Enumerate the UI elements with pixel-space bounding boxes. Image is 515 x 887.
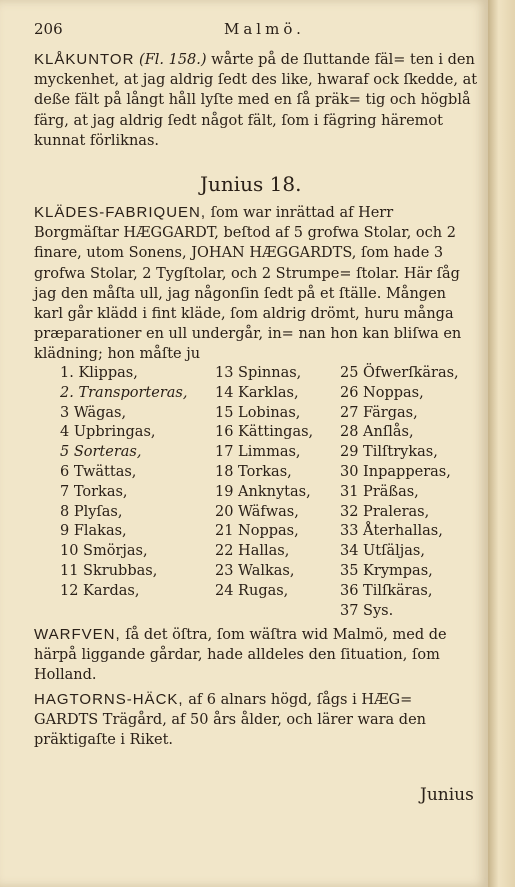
list-row <box>50 385 480 405</box>
list-row <box>50 484 480 504</box>
list-item: 21 Noppas, <box>215 523 299 540</box>
list-item: 6 Twättas, <box>60 463 137 480</box>
list-row <box>50 603 480 623</box>
list-row <box>50 424 480 444</box>
list-item: 19 Anknytas, <box>215 483 311 500</box>
list-item: 3 Wägas, <box>60 404 127 421</box>
list-item: 4 Upbringas, <box>60 424 156 441</box>
list-row <box>50 563 480 583</box>
list-item: 13 Spinnas, <box>215 365 302 381</box>
list-item: 32 Praleras, <box>340 503 430 520</box>
list-item: 22 Hallas, <box>215 543 290 560</box>
list-item: 34 Utſäljas, <box>340 543 425 560</box>
list-item: 9 Flakas, <box>60 523 127 540</box>
list-row <box>50 523 480 543</box>
list-item: 35 Krympas, <box>340 562 433 579</box>
paragraph-warfven <box>34 625 479 686</box>
list-item: 31 Präßas, <box>340 483 419 500</box>
list-row <box>50 444 480 464</box>
date-heading: Junius 18. <box>200 172 302 196</box>
list-row <box>50 464 480 484</box>
entry-reference: (Fl. 158.) <box>139 52 207 68</box>
entry-term: KLÅKUNTOR <box>34 51 135 68</box>
entry-text: wårte på de ſluttande fäl= ten i den myckenhet, at jag aldrig ſedt des like, hwaraf ock ſkedde, at deße fält på långt håll lyſte med en ſå präk= tig och högblå färg, at jag aldrig ſedt något fält, ſom i fägring häremot kunnat förliknas. <box>34 52 478 149</box>
list-item: 8 Plyſas, <box>60 503 123 520</box>
page-number: 206 <box>34 20 63 38</box>
list-item: 27 Färgas, <box>340 404 418 421</box>
entry-term: KLÄDES-FABRIQUEN, <box>34 204 207 221</box>
list-item: 30 Inpapperas, <box>340 463 451 480</box>
list-item: 17 Limmas, <box>215 444 301 461</box>
entry-term: WARFVEN, <box>34 626 121 643</box>
list-item: 33 Återhallas, <box>340 523 443 540</box>
entry-text: ſom war inrättad af Herr Borgmäſtar HÆGGARDT, beſtod af 5 grofwa Stolar, och 2 finare, utom Sonens, JOHAN HÆGGARDTS, ſom hade 3 grofwa Stolar, 2 Tygſtolar, och 2 Strumpe= ſtolar. Här ſåg jag den måſta ull, jag någonſin ſedt på et ſtälle. Mången karl går klädd i fint kläde, ſom aldrig drömt, huru många præparationer en ull undergår, in= nan hon kan bliſwa en klädning; hon måſte ju <box>34 205 462 363</box>
entry-term: HAGTORNS-HÄCK, <box>34 691 184 708</box>
entry-text: ſå det öſtra, ſom wäſtra wid Malmö, med de härpå liggande gårdar, hade alldeles den ſituation, ſom Holland. <box>34 627 447 684</box>
list-row <box>50 405 480 425</box>
paragraph-hagtorns-hack <box>34 690 479 751</box>
list-item: 5 Sorteras, <box>60 444 142 461</box>
list-item: 11 Skrubbas, <box>60 562 158 579</box>
list-row <box>50 504 480 524</box>
process-list <box>50 365 480 622</box>
list-item: 10 Smörjas, <box>60 543 148 560</box>
list-item: 7 Torkas, <box>60 483 128 500</box>
list-item: 18 Torkas, <box>215 463 292 480</box>
list-item: 23 Walkas, <box>215 562 295 579</box>
list-item: 24 Rugas, <box>215 582 289 599</box>
list-row <box>50 583 480 603</box>
list-item: 29 Tilſtrykas, <box>340 444 438 461</box>
catchword: Junius <box>420 785 474 805</box>
list-row <box>50 543 480 563</box>
running-title: Malmö. <box>224 20 305 38</box>
entry-text: af 6 alnars högd, ſågs i HÆG= GARDTS Trägård, af 50 års ålder, och lärer wara den präktigaſte i Riket. <box>34 692 427 749</box>
list-item: 14 Karklas, <box>215 384 299 401</box>
list-item: 2. Transporteras, <box>60 384 188 401</box>
list-item: 15 Lobinas, <box>215 404 301 421</box>
paragraph-klades-fabriquen <box>34 203 479 365</box>
list-item: 20 Wäfwas, <box>215 503 299 520</box>
list-item: 37 Sys. <box>340 602 394 619</box>
list-item: 36 Tilſkäras, <box>340 582 433 599</box>
list-row <box>50 365 480 385</box>
list-item: 26 Noppas, <box>340 384 424 401</box>
page-edge <box>488 0 515 887</box>
list-item: 16 Kättingas, <box>215 424 314 441</box>
list-item: 25 Öfwerſkäras, <box>340 365 459 381</box>
list-item: 1. Klippas, <box>60 365 138 381</box>
page-header <box>34 20 474 42</box>
paragraph-klakuntor <box>34 50 479 151</box>
list-item: 12 Kardas, <box>60 582 140 599</box>
list-item: 28 Anſlås, <box>340 424 414 441</box>
